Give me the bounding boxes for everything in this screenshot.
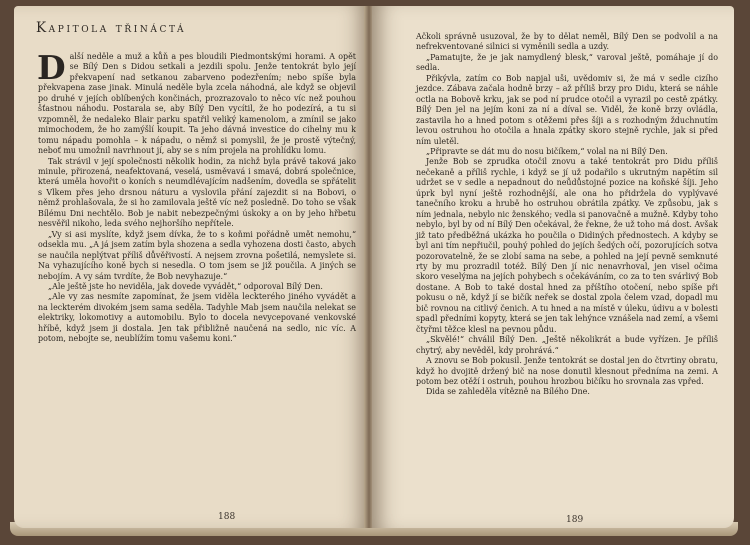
drop-cap: D: [37, 48, 66, 87]
page-number-right: 189: [566, 515, 584, 525]
paragraph: „Pamatujte, že je jak namydlený blesk,“ varoval ještě, pomáhaje jí do sedla.: [416, 52, 718, 73]
paragraph: „Ale vy zas nesmíte zapomínat, že jsem viděla leckterého jiného vyvádět a na leckterém divokém jsem sama seděla. Tadyhle Mab jsem naučila nelekat se elektriky, lokomotivy a automobilu. Bylo to docela nevycepované venkovské hříbě, když jsem ji dostala. Jen tak přibližně naučená na sedlo, nic víc. A potom, nebojte se, neublížím tomu vašemu koni.“: [38, 292, 356, 344]
page-number-left: 188: [218, 512, 236, 522]
paragraph: „Skvělé!“ chválil Bílý Den. „Ještě několikrát a bude vyřízen. Je příliš chytrý, aby nevěděl, kdy prohrává.“: [416, 335, 718, 355]
paragraph: Tak strávil v její společnosti několik hodin, za nichž byla právě taková jako minule, přirozená, neafektovaná, veselá, usměvavá i smavá, dobrá společnice, která uměla hovořit o koních s neumdlévajícím nadšením, dovedla se spřátelit s Vlkem přes jeho drsnou náturu a vyslovila přání zajezdit si na Bobovi, o němž prohlašovala, že si ho zamilovala ještě víc než posledně. Do toho se však Bílému Dni nechtělo. Bob je nabit nebezpečnými úskoky a on by jeho hřbetu nesvěřil nikoho, leda svého nejhoršího nepřítele.: [38, 156, 356, 229]
paragraph: Ačkoli správně usuzoval, že by to dělat neměl, Bílý Den se podvolil a na nefrekventované silnici si vyměnili sedla a uzdy.: [416, 32, 718, 52]
paragraph: Přikývla, zatím co Bob napjal uši, uvědomiv si, že má v sedle cizího jezdce. Zábava začala hodně brzy – až příliš brzy pro Didu, která se náhle octla na Bobově krku, jak se pod ní prudce otočil a vyrazil po cestě zpátky. Bílý Den jel na jejím koni za ní a díval se. Viděl, že koně brzy ovládla, zastavila ho a hned potom s otěžemi přes šíji a s rozhodným žduchnutím levou ostruhou ho otočila a hnala zpátky skoro stejně rychle, jak si před ním uletěl.: [416, 73, 718, 146]
right-page-text: [416, 32, 718, 398]
paragraph-text: alší neděle a muž a kůň a pes bloudili Piedmontskými horami. A opět se Bílý Den s Didou setkali a jezdili spolu. Jenže tentokrát bylo její překvapení nad setkanou zabarveno podezřením; nebo spíše byla překvapena zase jinak. Minulá neděle byla zcela náhodná, ale když se objevil po druhé v jejích oblíbených končinách, prozrazovalo to něco víc než pouhou šťastnou náhodu. Postarala se, aby Bílý Den vycítil, že ho podezírá, a tu si vzpomněl, že nedaleko Blair parku spatřil veliký kamenolom, a zmínil se jako mimochodem, že ho zamýšlí koupit. Ta jeho dávná investice do cihelny mu k tomu nápadu pomohla – k nápadu, o němž si pomyslil, že je prostě výtečný, neboť mu umožnil navrhnout jí, aby se s ním projela na prohlídku lomu.: [38, 52, 356, 156]
paragraph: A znovu se Bob pokusil. Jenže tentokrát se dostal jen do čtvrtiny obratu, když ho dvojitě držený bič na nose donutil klesnout předníma na zemi. A potom bez otěží i ostruh, pouhou hrozbou bičíku ho srovnala zas vpřed.: [416, 356, 718, 386]
paragraph: „Připravte se dát mu do nosu bičíkem,“ volal na ni Bílý Den.: [426, 146, 668, 156]
paragraph: Jenže Bob se zprudka otočil znovu a také tentokrát pro Didu příliš nečekaně a příliš rychle, i když se jí už podařilo s ukrutným napětím sil udržet se v sedle a nepadnout do neůdůstojné pozice na koňské šíji. Jeho úprk byl nyní ještě rozhodnější, ale ona ho přidržela do vyplývavé tanečního kroku a hrubě ho ostruhou obrátila zpátky. Ve způsobu, jak s ním jednala, nebylo nic ženského; vedla si panovačně a mužně. Kdyby toho nebylo, byl by od ní Bílý Den očekával, že řekne, že už toho má dost. Avšak již tato předběžná ukázka ho poučila o Didiných přednostech. A kdyby se byl ani tím nepřiučil, pouhý pohled do jejích šedých očí, pozorujících sotva pozorovatelně, že se zlobí sama na sebe, a pohled na její pevně semknuté rty by mu prozradil totéž. Bílý Den jí nic nenavrhoval, jen visel očima skoro veselýma na jejích pohybech s očekáváním, co za to ten svárlivý Bob dostane. A Bob to také dostal hned za příštího otočení, nebo spíše při pokusu o ně, když jí se bičík neřek se dostal zpola čelem vzad, dopadl mu bič rovnou na citlivý čenich. A tu hned a na místě v úleku, údivu a v bolesti spadl předními kopyty, která se jen tak lehýnce vznášela nad zemí, a všemi čtyřmi těžce klesl na pevnou půdu.: [416, 157, 718, 334]
chapter-title: Kapitola třináctá: [36, 20, 187, 36]
paragraph: „Ale ještě jste ho neviděla, jak dovede vyvádět,“ odporoval Bílý Den.: [48, 281, 323, 291]
right-page: [372, 6, 734, 528]
paragraph: Dida se zahleděla vítězně na Bílého Dne.: [426, 387, 590, 397]
left-page: [14, 6, 366, 528]
paragraph: [37, 48, 356, 157]
paragraph: „Vy si asi myslíte, když jsem dívka, že to s koňmi pořádně umět nemohu,“ odsekla mu. „A já jsem zatím byla shozena a sedla vyhozena dosti často, abych se naučila neplýtvat příliš důvěřivostí. A nejsem zrovna pošetilá, nemyslete si. Na vyhazujícího koně bych si nesedla. O tom jsem se již poučila. A jiných se nebojím. A vy sám tvrdíte, že Bob nevyhazuje.“: [38, 229, 356, 281]
left-page-text: [37, 48, 356, 345]
